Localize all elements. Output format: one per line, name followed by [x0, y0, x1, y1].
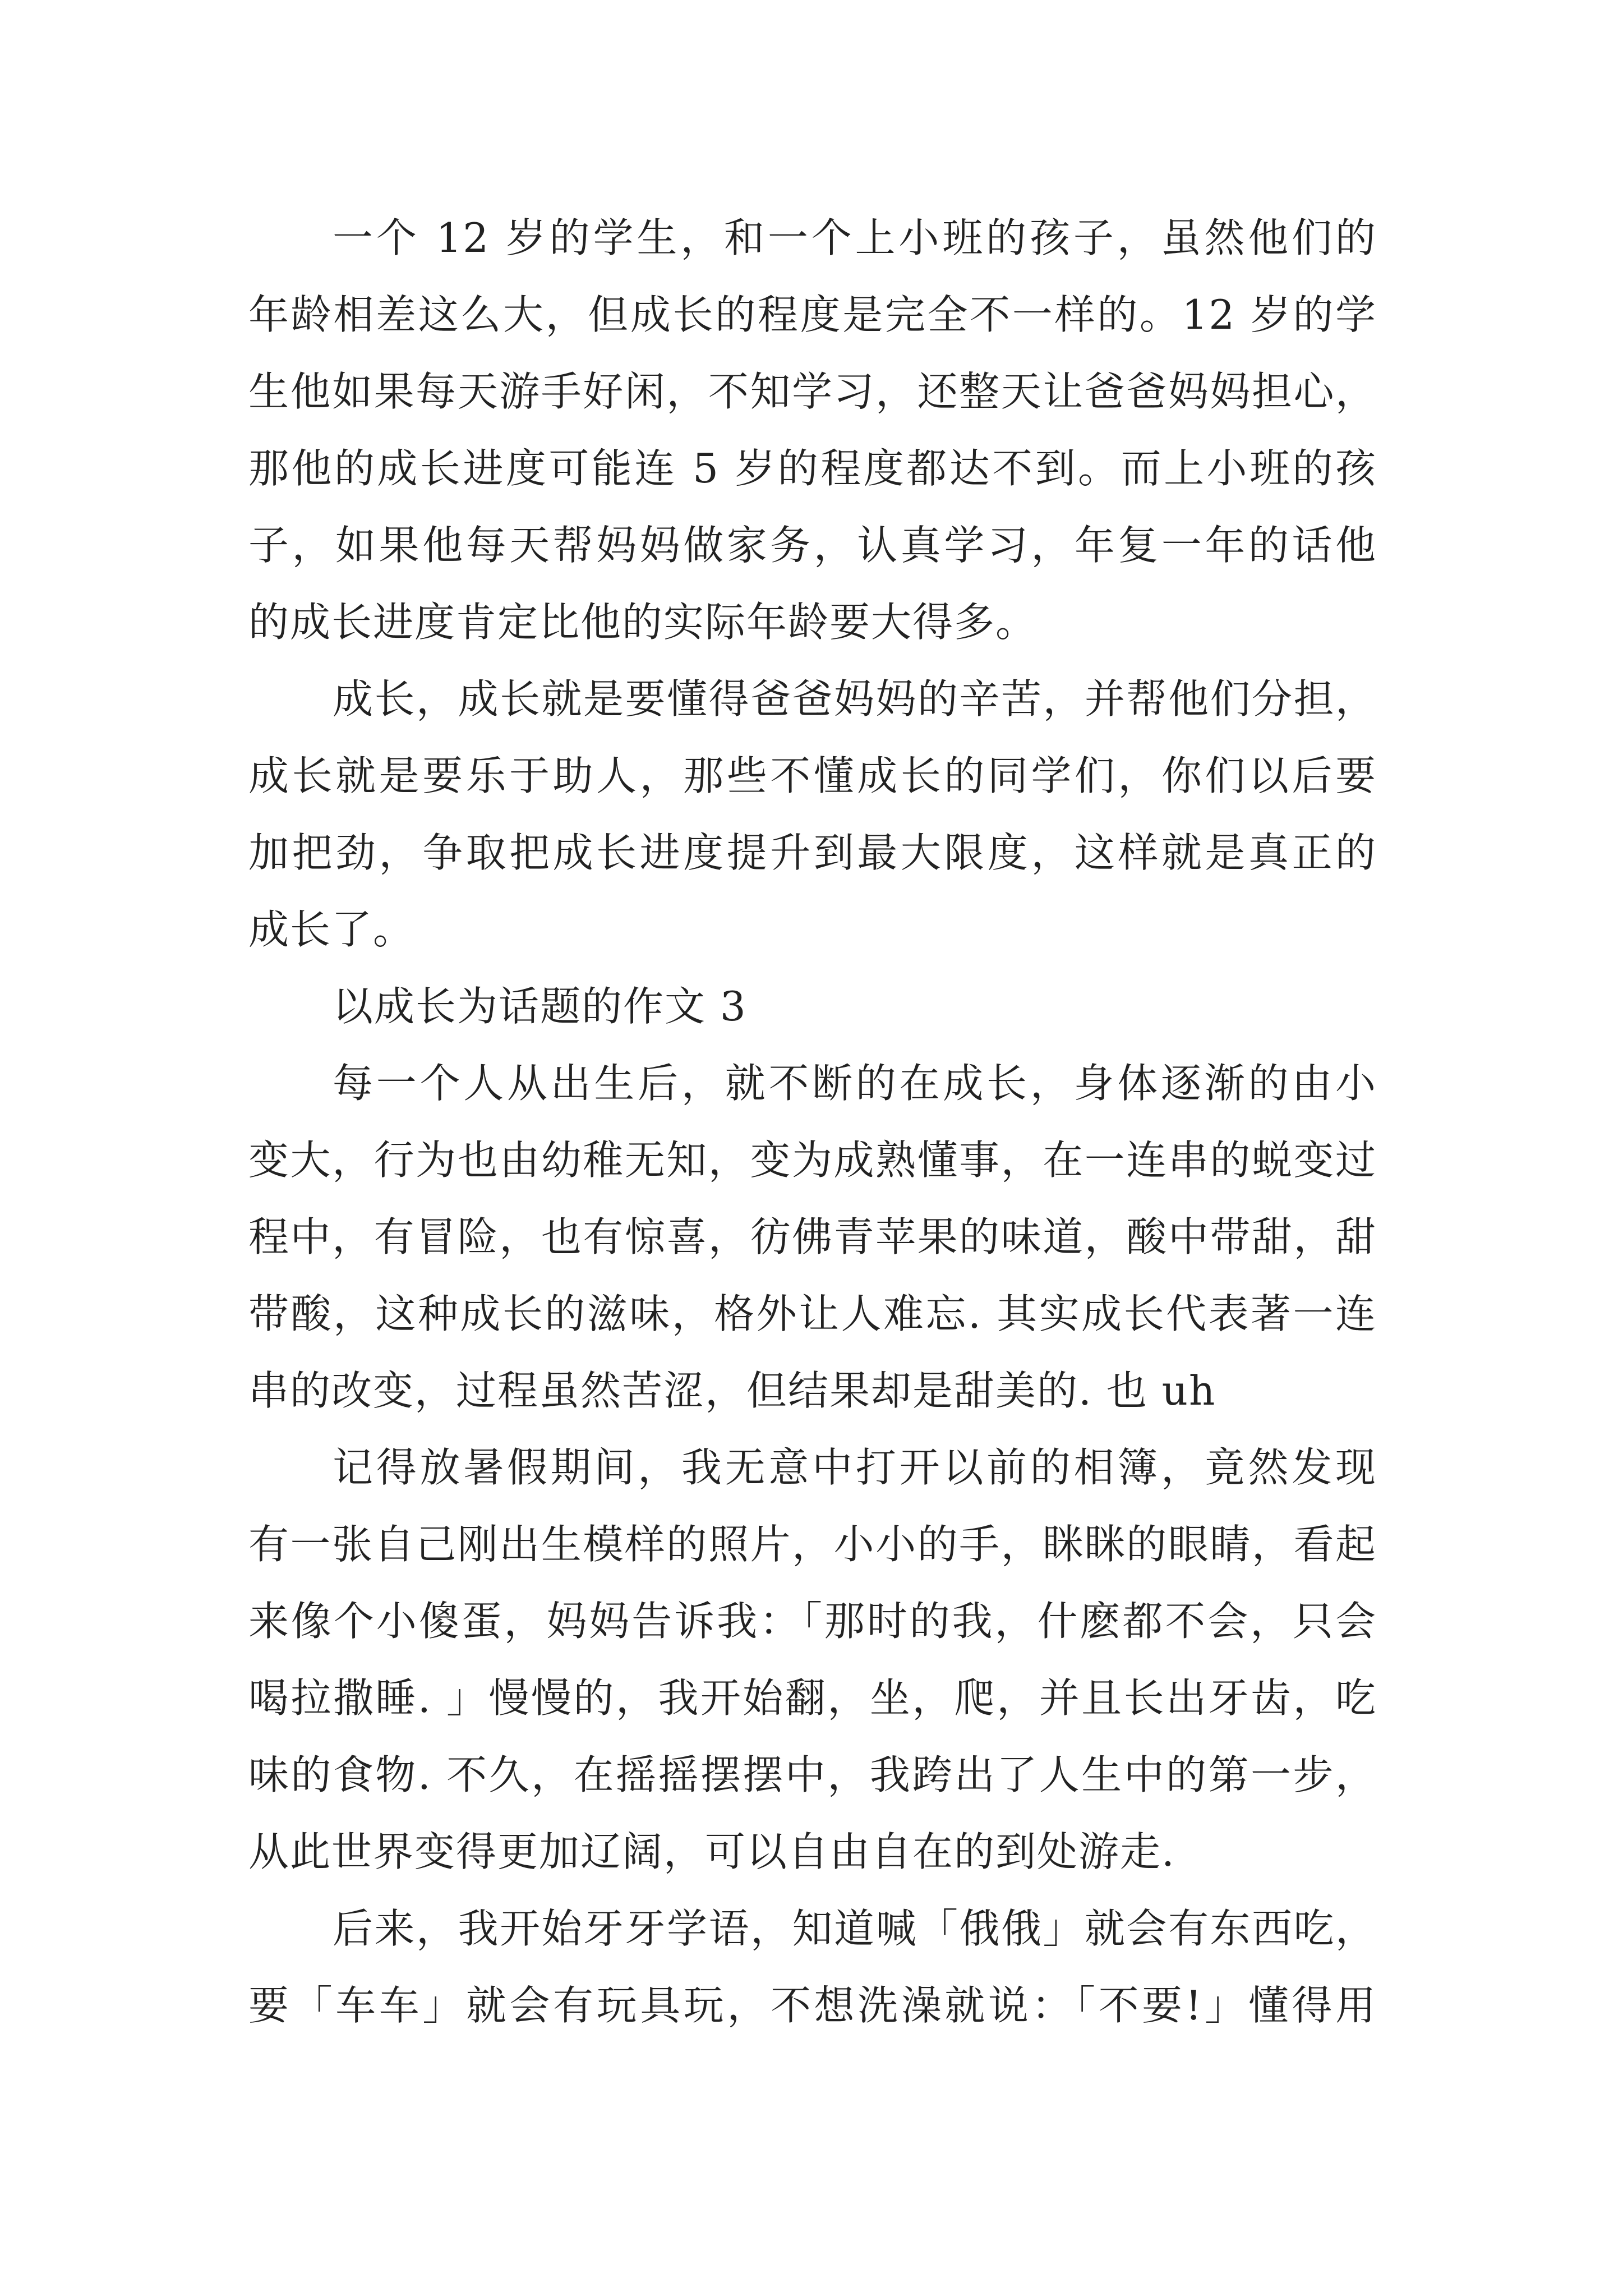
text-line: 变大，行为也由幼稚无知，变为成熟懂事，在一连串的蜕变过: [248, 1137, 1377, 1184]
text-line: 串的改变，过程虽然苦涩，但结果却是甜美的. 也 uh: [248, 1367, 1216, 1414]
text-line: 成长了。: [248, 906, 415, 953]
section-title: 以成长为话题的作文 3: [333, 983, 747, 1030]
text-line: 一个 12 岁的学生，和一个上小班的孩子，虽然他们的: [333, 214, 1377, 261]
text-line: 味的食物. 不久，在摇摇摆摆中，我跨出了人生中的第一步，: [248, 1751, 1377, 1798]
text-line: 的成长进度肯定比他的实际年龄要大得多。: [248, 599, 1038, 646]
text-line: 要「车车」就会有玩具玩，不想洗澡就说：「不要!」懂得用: [248, 1982, 1377, 2029]
text-line: 记得放暑假期间，我无意中打开以前的相簿，竟然发现: [333, 1444, 1377, 1491]
text-line: 后来，我开始牙牙学语，知道喊「俄俄」就会有东西吃，: [333, 1905, 1377, 1952]
text-line: 生他如果每天游手好闲，不知学习，还整天让爸爸妈妈担心，: [248, 368, 1377, 415]
text-line: 成长，成长就是要懂得爸爸妈妈的辛苦，并帮他们分担，: [333, 675, 1377, 723]
text-line: 加把劲，争取把成长进度提升到最大限度，这样就是真正的: [248, 829, 1377, 876]
text-line: 成长就是要乐于助人，那些不懂成长的同学们，你们以后要: [248, 752, 1377, 799]
text-line: 喝拉撒睡. 」慢慢的，我开始翻，坐，爬，并且长出牙齿，吃: [248, 1674, 1377, 1722]
text-line: 每一个人从出生后，就不断的在成长，身体逐渐的由小: [333, 1060, 1377, 1107]
text-line: 带酸，这种成长的滋味，格外让人难忘. 其实成长代表著一连: [248, 1290, 1377, 1337]
text-line: 年龄相差这么大，但成长的程度是完全不一样的。12 岁的学: [248, 291, 1377, 338]
text-line: 程中，有冒险，也有惊喜，彷佛青苹果的味道，酸中带甜，甜: [248, 1213, 1377, 1260]
text-line: 子，如果他每天帮妈妈做家务，认真学习，年复一年的话他: [248, 522, 1377, 569]
text-line: 来像个小傻蛋，妈妈告诉我：「那时的我，什麽都不会，只会: [248, 1598, 1377, 1645]
text-line: 那他的成长进度可能连 5 岁的程度都达不到。而上小班的孩: [248, 445, 1377, 492]
text-line: 从此世界变得更加辽阔，可以自由自在的到处游走.: [248, 1828, 1175, 1875]
text-line: 有一张自己刚出生模样的照片，小小的手，眯眯的眼睛，看起: [248, 1521, 1377, 1568]
